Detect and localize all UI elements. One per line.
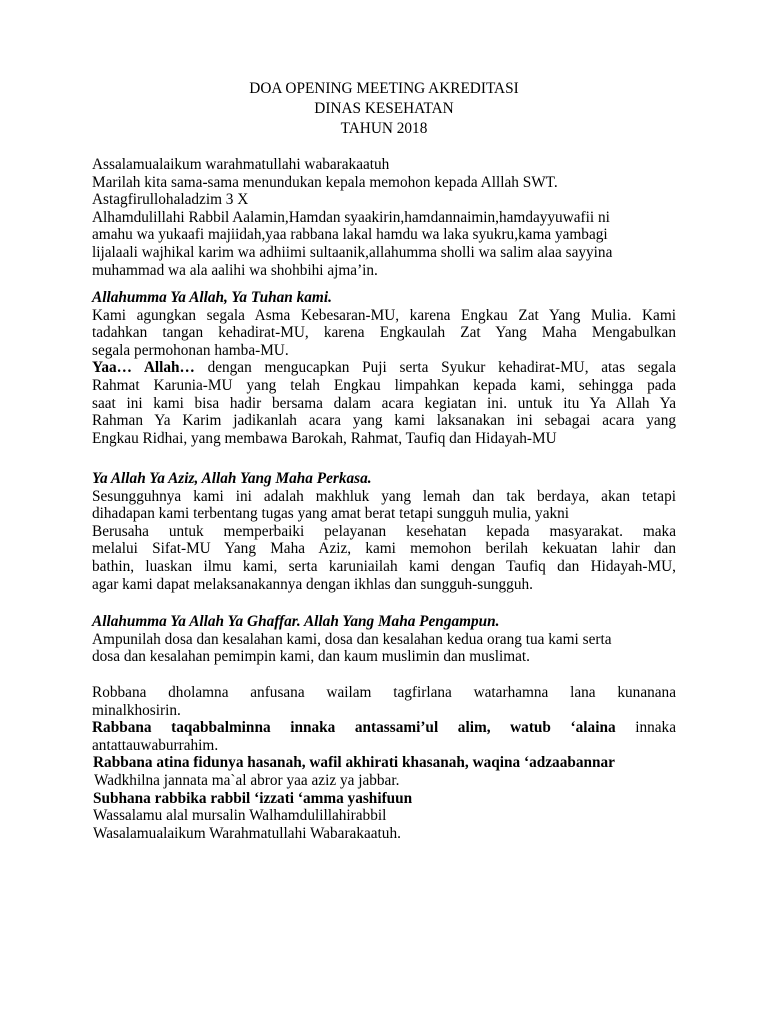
- section-line: Rahmat Karunia-MU yang telah Engkau limpahkan kepada kami, sehingga pada: [92, 376, 676, 394]
- closing-line: [92, 719, 676, 737]
- section-ya-ghaffar: [92, 613, 676, 666]
- section-line: melalui Sifat-MU Yang Maha Aziz, kami memohon berilah kekuatan lahir dan: [92, 540, 676, 558]
- section-line: Berusaha untuk memperbaiki pelayanan kesehatan kepada masyarakat. maka: [92, 522, 676, 540]
- closing-line: Subhana rabbika rabbil ‘izzati ‘amma yashifuun: [93, 789, 413, 807]
- section-heading: Allahumma Ya Allah Ya Ghaffar. Allah Yang Maha Pengampun.: [92, 613, 500, 630]
- closing-line: Robbana dholamna anfusana wailam tagfirlana watarhamna lana kunanana: [92, 684, 676, 701]
- opening-line-2: Marilah kita sama-sama menundukan kepala memohon kepada Alllah SWT.: [92, 173, 558, 191]
- section-line: Rahman Ya Karim jadikanlah acara yang kami laksanakan ini sebagai acara yang: [92, 412, 676, 430]
- section-line: tadahkan tangan kehadirat-MU, karena Engkaulah Zat Yang Maha Mengabulkan: [92, 324, 676, 342]
- title-line-3: TAHUN 2018: [340, 120, 428, 137]
- section-ya-aziz: [92, 470, 676, 593]
- section-line: Sesungguhnya kami ini adalah makhluk yang lemah dan tak berdaya, akan tetapi: [92, 487, 676, 505]
- opening-line-3: Astagfirullohaladzim 3 X: [92, 191, 249, 209]
- title-line-1: DOA OPENING MEETING AKREDITASI: [249, 80, 519, 97]
- document-title: [0, 79, 768, 139]
- section-allahumma: [92, 289, 676, 447]
- yaa-allah-lead: Yaa… Allah…: [92, 359, 195, 377]
- section-heading: Allahumma Ya Allah, Ya Tuhan kami.: [92, 289, 332, 306]
- title-line-2: DINAS KESEHATAN: [314, 100, 454, 117]
- section-line: saat ini kami bisa hadir bersama dalam acara kegiatan ini. untuk itu Ya Allah Ya: [92, 394, 676, 412]
- section-line: bathin, luaskan ilmu kami, serta karuniailah kami dengan Taufiq dan Hidayah-MU,: [92, 557, 676, 575]
- closing-line-bold: Rabbana taqabbalminna innaka antassami’ul alim, watub ‘alaina: [92, 719, 616, 737]
- opening-line-4: Alhamdulillahi Rabbil Aalamin,Hamdan syaakirin,hamdannaimin,hamdayyuwafii ni: [92, 208, 610, 226]
- section-line: dihadapan kami terbentang tugas yang amat berat tetapi sungguh mulia, yakni: [92, 505, 570, 523]
- section-line: Ampunilah dosa dan kesalahan kami, dosa dan kesalahan kedua orang tua kami serta: [92, 630, 612, 648]
- closing-line: Wasalamualaikum Warahmatullahi Wabarakaatuh.: [93, 824, 401, 842]
- section-line: [92, 359, 676, 377]
- section-line: Kami agungkan segala Asma Kebesaran-MU, karena Engkau Zat Yang Mulia. Kami: [92, 306, 676, 324]
- section-line: agar kami dapat melaksanakannya dengan ikhlas dan sungguh-sungguh.: [92, 575, 533, 593]
- opening-line-6: lijalaali wajhikal karim wa adhiimi sultaanik,allahumma sholli wa salim alaa sayyina: [92, 243, 613, 261]
- closing-prayers: [92, 684, 676, 842]
- section-heading: Ya Allah Ya Aziz, Allah Yang Maha Perkasa.: [92, 470, 372, 487]
- opening-line-7: muhammad wa ala aalihi wa shohbihi ajma’in.: [92, 261, 378, 279]
- opening-paragraph: [92, 156, 688, 279]
- opening-line-1: Assalamualaikum warahmatullahi wabarakaatuh: [92, 156, 390, 173]
- closing-line: minalkhosirin.: [92, 701, 181, 719]
- closing-line: Wassalamu alal mursalin Walhamdulillahirabbil: [93, 807, 387, 825]
- opening-line-5: amahu wa yukaafi majiidah,yaa rabbana lakal hamdu wa laka syukru,kama yambagi: [92, 226, 608, 244]
- section-line-rest: dengan mengucapkan Puji serta Syukur kehadirat-MU, atas segala: [194, 359, 676, 377]
- closing-line: antattauwaburrahim.: [92, 736, 219, 754]
- closing-line-rest: innaka: [615, 719, 676, 737]
- section-line: segala permohonan hamba-MU.: [92, 341, 289, 359]
- closing-line: Rabbana atina fidunya hasanah, wafil akhirati khasanah, waqina ‘adzaabannar: [93, 754, 615, 772]
- section-line: Engkau Ridhai, yang membawa Barokah, Rahmat, Taufiq dan Hidayah-MU: [92, 429, 557, 447]
- closing-line: Wadkhilna jannata ma`al abror yaa aziz ya jabbar.: [94, 771, 400, 789]
- section-line: dosa dan kesalahan pemimpin kami, dan kaum muslimin dan muslimat.: [92, 648, 531, 666]
